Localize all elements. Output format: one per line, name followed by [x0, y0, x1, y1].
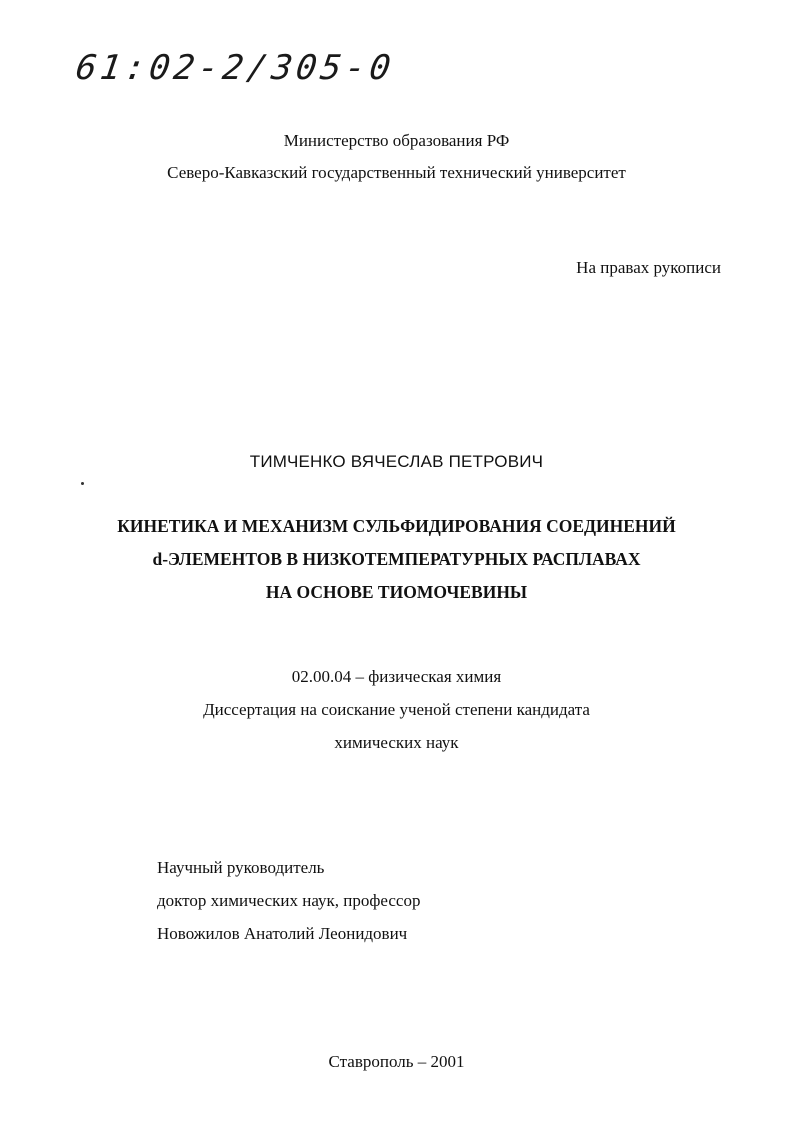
degree-line-1: Диссертация на соискание ученой степени кандидата: [203, 700, 590, 719]
university-name: Северо-Кавказский государственный технический университет: [167, 163, 626, 182]
city-year: Ставрополь – 2001: [328, 1052, 465, 1071]
rights-note: На правах рукописи: [576, 258, 721, 277]
dissertation-title-line-3: НА ОСНОВЕ ТИОМОЧЕВИНЫ: [265, 582, 528, 602]
ministry-name: Министерство образования РФ: [283, 131, 510, 150]
scan-speck: [81, 482, 84, 485]
supervisor-credentials: доктор химических наук, профессор: [157, 891, 421, 910]
supervisor-name: Новожилов Анатолий Леонидович: [157, 924, 408, 943]
specialty: 02.00.04 – физическая химия: [291, 667, 502, 686]
dissertation-title-line-2: d-ЭЛЕМЕНТОВ В НИЗКОТЕМПЕРАТУРНЫХ РАСПЛАВАХ: [152, 549, 641, 569]
degree-line-2: химических наук: [334, 733, 459, 752]
author-name: ТИМЧЕНКО ВЯЧЕСЛАВ ПЕТРОВИЧ: [249, 452, 544, 471]
supervisor-role: Научный руководитель: [157, 858, 325, 877]
dissertation-title-line-1: КИНЕТИКА И МЕХАНИЗМ СУЛЬФИДИРОВАНИЯ СОЕДИНЕНИЙ: [117, 516, 676, 536]
archive-code-handwritten: 61:02-2/305-0: [73, 48, 397, 88]
